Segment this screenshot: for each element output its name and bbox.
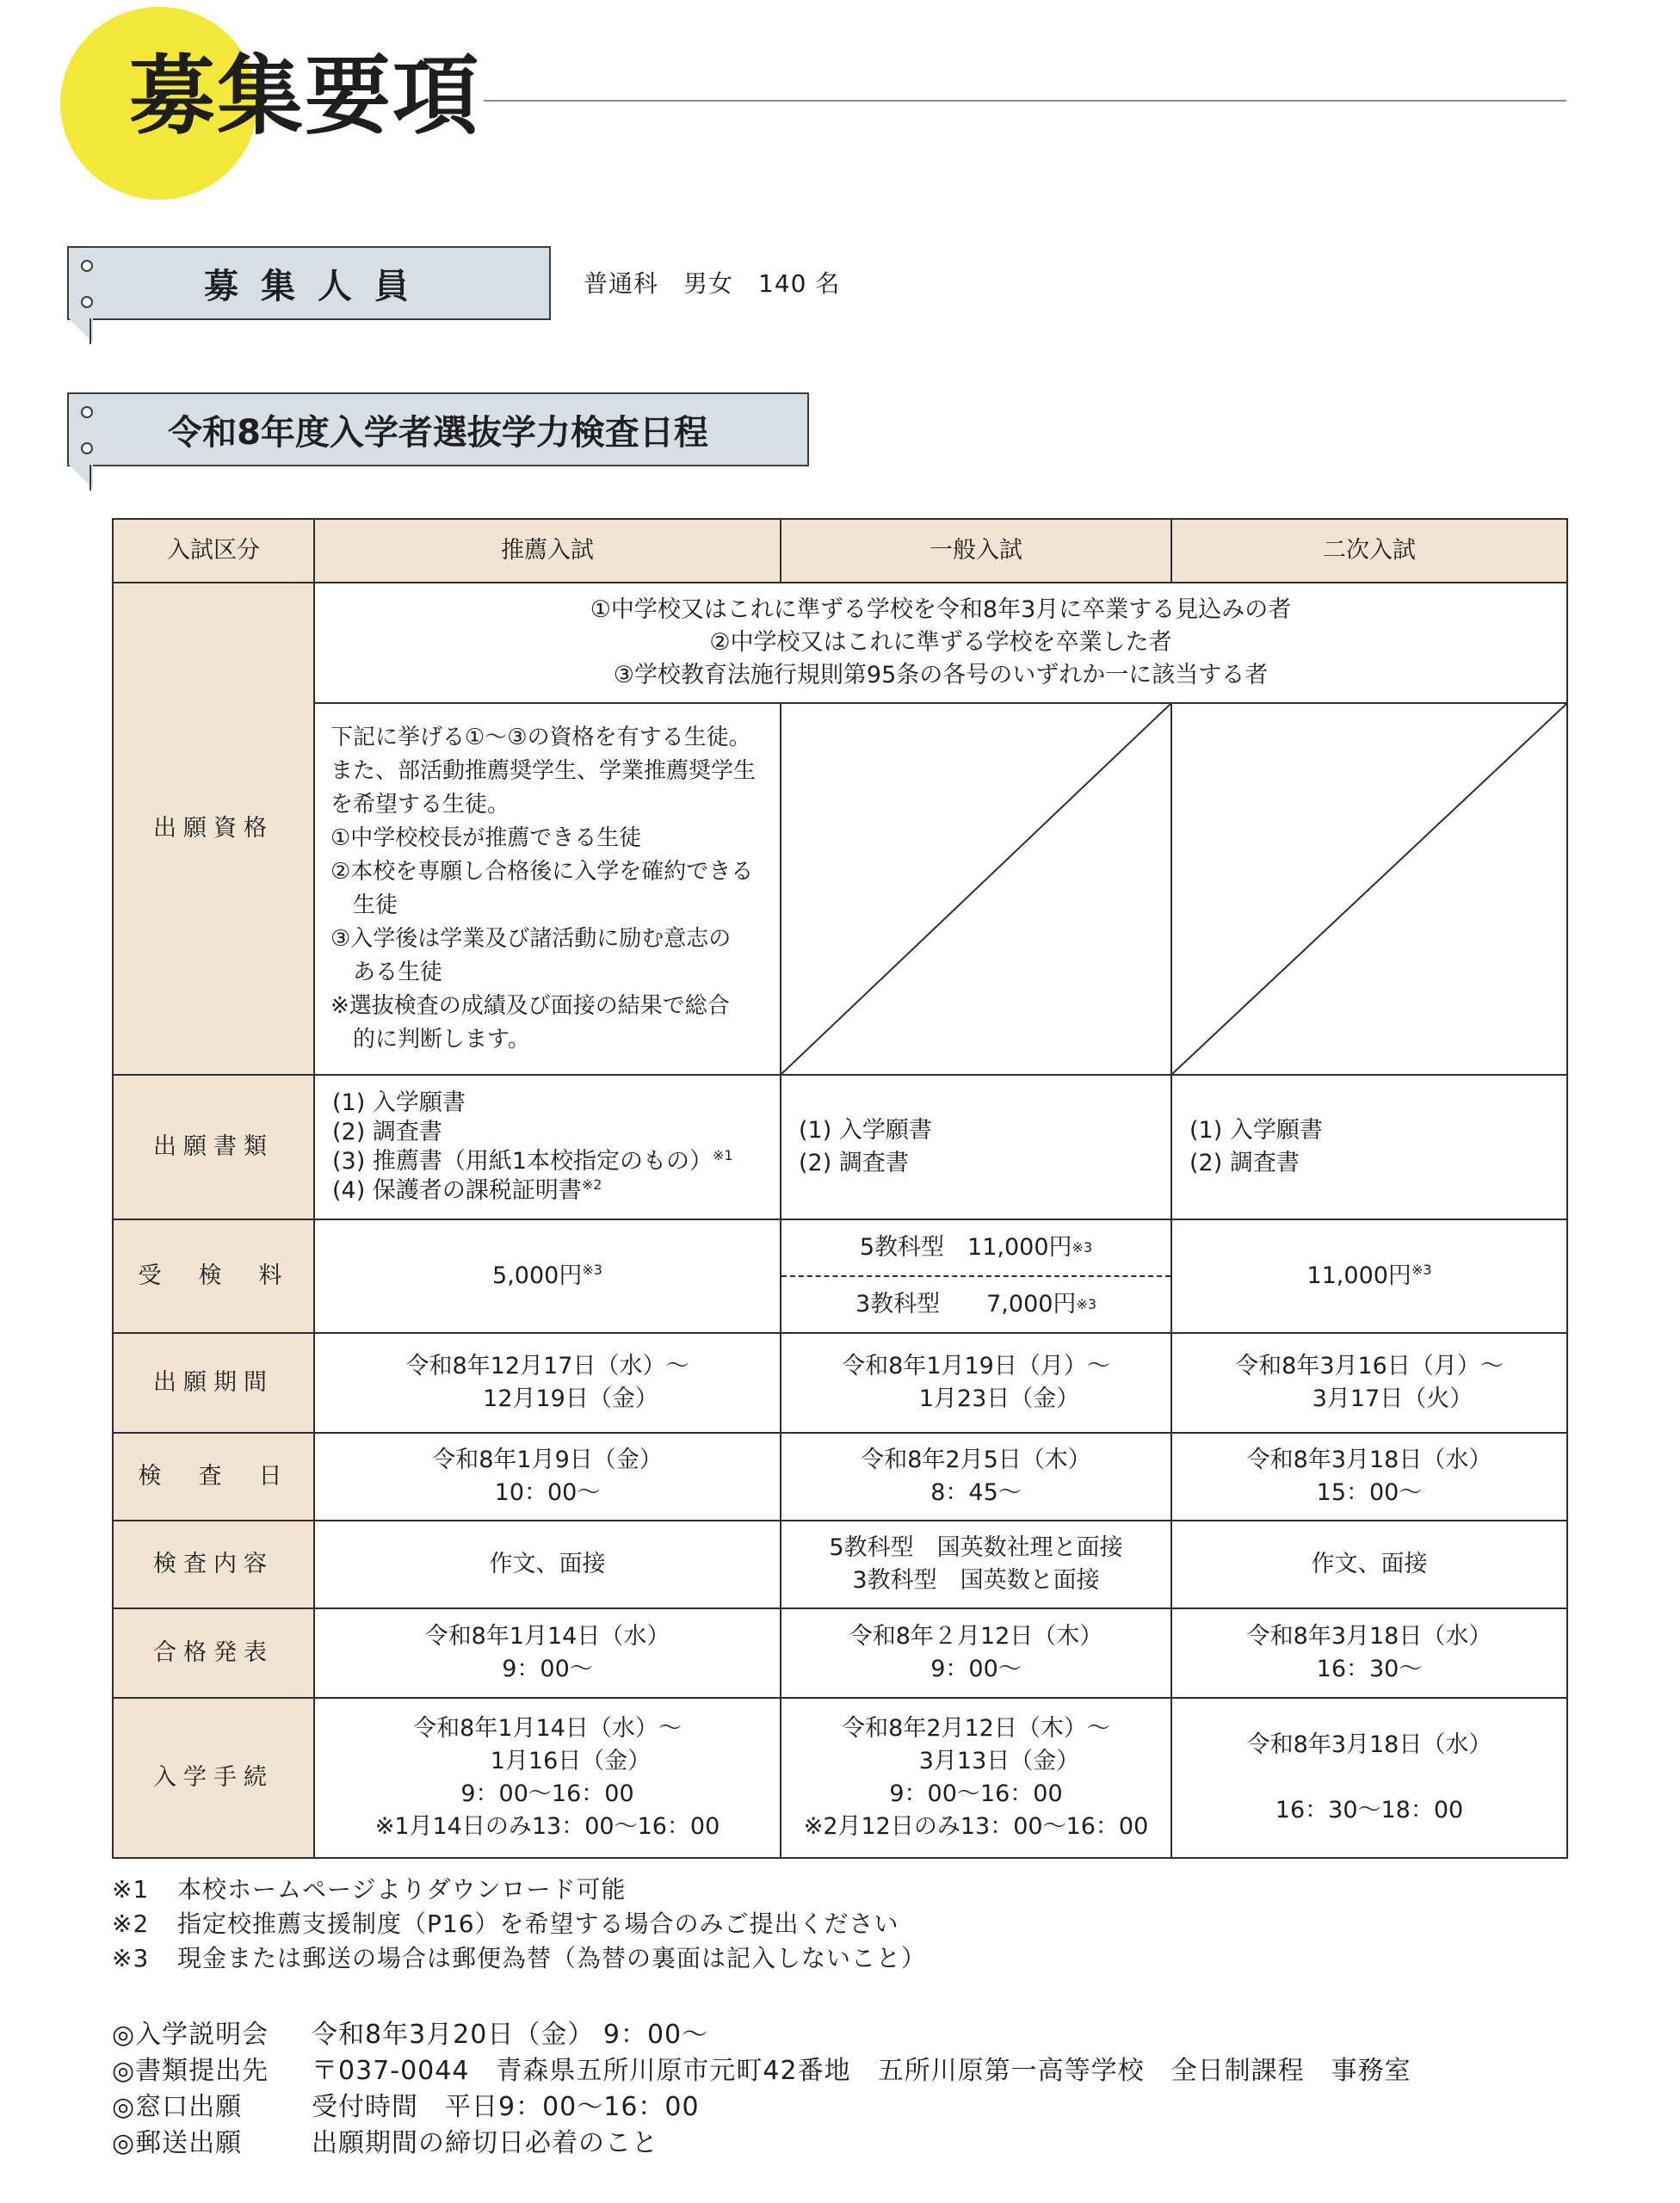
footnote-mark: ※1 bbox=[112, 1875, 150, 1904]
enrollment-niji: 令和8年3月18日（水） 16：30～18：00 bbox=[1171, 1698, 1567, 1858]
footnote-text: 現金または郵送の場合は郵便為替（為替の裏面は記入しないこと） bbox=[177, 1944, 927, 1972]
doc-item: (4) 保護者の課税証明書 bbox=[332, 1177, 582, 1204]
fee-ippan bbox=[781, 1219, 1171, 1333]
row-label-enrollment: 入学手続 bbox=[113, 1698, 314, 1858]
title-rule bbox=[484, 100, 1566, 102]
info-value: 〒037-0044 青森県五所川原市元町42番地 五所川原第一高等学校 全日制課程 事務室 bbox=[312, 2056, 1411, 2086]
info-value: 令和8年3月20日（金） 9：00～ bbox=[312, 2020, 709, 2050]
exam-content-suisen: 作文、面接 bbox=[314, 1521, 781, 1608]
footnote-text: 本校ホームページよりダウンロード可能 bbox=[177, 1875, 627, 1904]
footnote bbox=[112, 1873, 926, 1907]
header-ippan: 一般入試 bbox=[781, 519, 1171, 583]
table-row bbox=[113, 703, 1567, 1075]
header-category: 入試区分 bbox=[113, 519, 314, 583]
result-niji: 令和8年3月18日（水） 16：30～ bbox=[1171, 1608, 1567, 1698]
row-label-result: 合格発表 bbox=[113, 1608, 314, 1698]
table-row bbox=[113, 1433, 1567, 1521]
schedule-table bbox=[112, 518, 1568, 1859]
qualification-common: ①中学校又はこれに準ずる学校を令和8年3月に卒業する見込みの者 ②中学校又はこれに準ずる学校を卒業した者 ③学校教育法施行規則第95条の各号のいずれか一に該当する者 bbox=[314, 583, 1567, 703]
fee-suisen bbox=[314, 1219, 781, 1333]
doc-item: (1) 入学願書 bbox=[332, 1089, 466, 1116]
footnote bbox=[112, 1941, 926, 1976]
table-row bbox=[113, 583, 1567, 703]
label-dot bbox=[81, 406, 93, 418]
exam-date-ippan: 令和8年2月5日（木） 8：45～ bbox=[781, 1433, 1171, 1521]
exam-content-ippan: 5教科型 国英数社理と面接 3教科型 国英数と面接 bbox=[781, 1521, 1171, 1608]
doc-item: (3) 推薦書（用紙1本校指定のもの） bbox=[332, 1148, 713, 1175]
info-item bbox=[112, 2053, 1411, 2089]
row-label-exam-date: 検 査 日 bbox=[113, 1433, 314, 1521]
footnote-text: 指定校推薦支援制度（P16）を希望する場合のみご提出ください bbox=[177, 1910, 899, 1938]
footnote bbox=[112, 1907, 926, 1941]
table-row bbox=[113, 1219, 1567, 1333]
fee-ippan-3: 3教科型 7,000円 ※3 bbox=[781, 1277, 1170, 1332]
qualification-suisen: 下記に挙げる①～③の資格を有する生徒。 また、部活動推薦奨学生、学業推薦奨学生 を希望する生徒。 ①中学校校長が推薦できる生徒 ②本校を専願し合格後に入学を確約できる 生徒 ③入学後は学業及び諸活動に励む意志の ある生徒 ※選抜検査の成績及び面接の結果で総合 的に判断します。 bbox=[314, 703, 781, 1075]
label-dot bbox=[81, 442, 93, 454]
table-row bbox=[113, 1333, 1567, 1433]
label-tail-line bbox=[90, 465, 91, 491]
table-header-row bbox=[113, 519, 1567, 583]
footnote-mark: ※3 bbox=[1411, 1262, 1432, 1278]
exam-date-suisen: 令和8年1月9日（金） 10：00～ bbox=[314, 1433, 781, 1521]
recruit-value: 普通科 男女 140 名 bbox=[584, 269, 841, 298]
result-suisen: 令和8年1月14日（水） 9：00～ bbox=[314, 1608, 781, 1698]
table-row bbox=[113, 1075, 1567, 1219]
documents-niji: (1) 入学願書 (2) 調査書 bbox=[1171, 1075, 1567, 1219]
enrollment-suisen: 令和8年1月14日（水）～ 1月16日（金） 9：00～16：00 ※1月14日のみ13：00～16：00 bbox=[314, 1698, 781, 1858]
info-item bbox=[112, 2017, 1411, 2053]
row-label-documents: 出願書類 bbox=[113, 1075, 314, 1219]
info-key: ◎入学説明会 bbox=[112, 2020, 269, 2050]
info-list bbox=[112, 2017, 1411, 2162]
footnote-mark: ※1 bbox=[713, 1147, 733, 1163]
fee-value: 3教科型 7,000円 bbox=[855, 1291, 1077, 1317]
label-dot bbox=[81, 296, 93, 308]
period-suisen: 令和8年12月17日（水）～ 12月19日（金） bbox=[314, 1333, 781, 1433]
footnote-mark: ※3 bbox=[582, 1262, 602, 1278]
info-item bbox=[112, 2126, 1411, 2162]
fee-ippan-5: 5教科型 11,000円 ※3 bbox=[781, 1220, 1170, 1277]
page-title: 募集要項 bbox=[129, 46, 480, 146]
footnotes bbox=[112, 1873, 926, 1976]
schedule-label bbox=[67, 392, 809, 466]
schedule-label-text: 令和8年度入学者選抜学力検査日程 bbox=[168, 412, 708, 453]
table-row bbox=[113, 1521, 1567, 1608]
footnote-mark: ※2 bbox=[581, 1176, 602, 1193]
footnote-mark: ※3 bbox=[112, 1944, 150, 1972]
fee-value: 5教科型 11,000円 bbox=[859, 1234, 1072, 1261]
info-key: ◎窓口出願 bbox=[112, 2092, 243, 2122]
exam-content-niji: 作文、面接 bbox=[1171, 1521, 1567, 1608]
documents-suisen bbox=[314, 1075, 781, 1219]
table-row bbox=[113, 1608, 1567, 1698]
label-tail-line bbox=[90, 318, 91, 344]
diagonal-slash bbox=[1172, 704, 1566, 1074]
label-dot bbox=[81, 260, 93, 272]
table-row bbox=[113, 1698, 1567, 1858]
period-ippan: 令和8年1月19日（月）～ 1月23日（金） bbox=[781, 1333, 1171, 1433]
header-suisen: 推薦入試 bbox=[314, 519, 781, 583]
fee-niji bbox=[1171, 1219, 1567, 1333]
exam-date-niji: 令和8年3月18日（水） 15：00～ bbox=[1171, 1433, 1567, 1521]
recruit-label bbox=[67, 246, 551, 320]
info-key: ◎郵送出願 bbox=[112, 2128, 243, 2158]
diagonal-slash bbox=[781, 704, 1170, 1074]
period-niji: 令和8年3月16日（月）～ 3月17日（火） bbox=[1171, 1333, 1567, 1433]
footnote-mark: ※2 bbox=[112, 1910, 150, 1938]
qualification-niji-empty bbox=[1171, 703, 1567, 1075]
info-key: ◎書類提出先 bbox=[112, 2056, 269, 2086]
fee-value: 11,000円 bbox=[1306, 1262, 1411, 1289]
documents-ippan: (1) 入学願書 (2) 調査書 bbox=[781, 1075, 1171, 1219]
recruit-label-text: 募 集 人 員 bbox=[204, 266, 414, 306]
result-ippan: 令和8年２月12日（木） 9：00～ bbox=[781, 1608, 1171, 1698]
row-label-fee: 受 検 料 bbox=[113, 1219, 314, 1333]
qualification-ippan-empty bbox=[781, 703, 1171, 1075]
row-label-qualification: 出願資格 bbox=[113, 583, 314, 1075]
row-label-period: 出願期間 bbox=[113, 1333, 314, 1433]
info-item bbox=[112, 2089, 1411, 2126]
info-value: 受付時間 平日9：00～16：00 bbox=[312, 2092, 700, 2122]
header-niji: 二次入試 bbox=[1171, 519, 1567, 583]
row-label-exam-content: 検査内容 bbox=[113, 1521, 314, 1608]
enrollment-ippan: 令和8年2月12日（木）～ 3月13日（金） 9：00～16：00 ※2月12日のみ13：00～16：00 bbox=[781, 1698, 1171, 1858]
info-value: 出願期間の締切日必着のこと bbox=[312, 2128, 658, 2158]
doc-item: (2) 調査書 bbox=[332, 1119, 442, 1145]
fee-value: 5,000円 bbox=[492, 1262, 583, 1289]
